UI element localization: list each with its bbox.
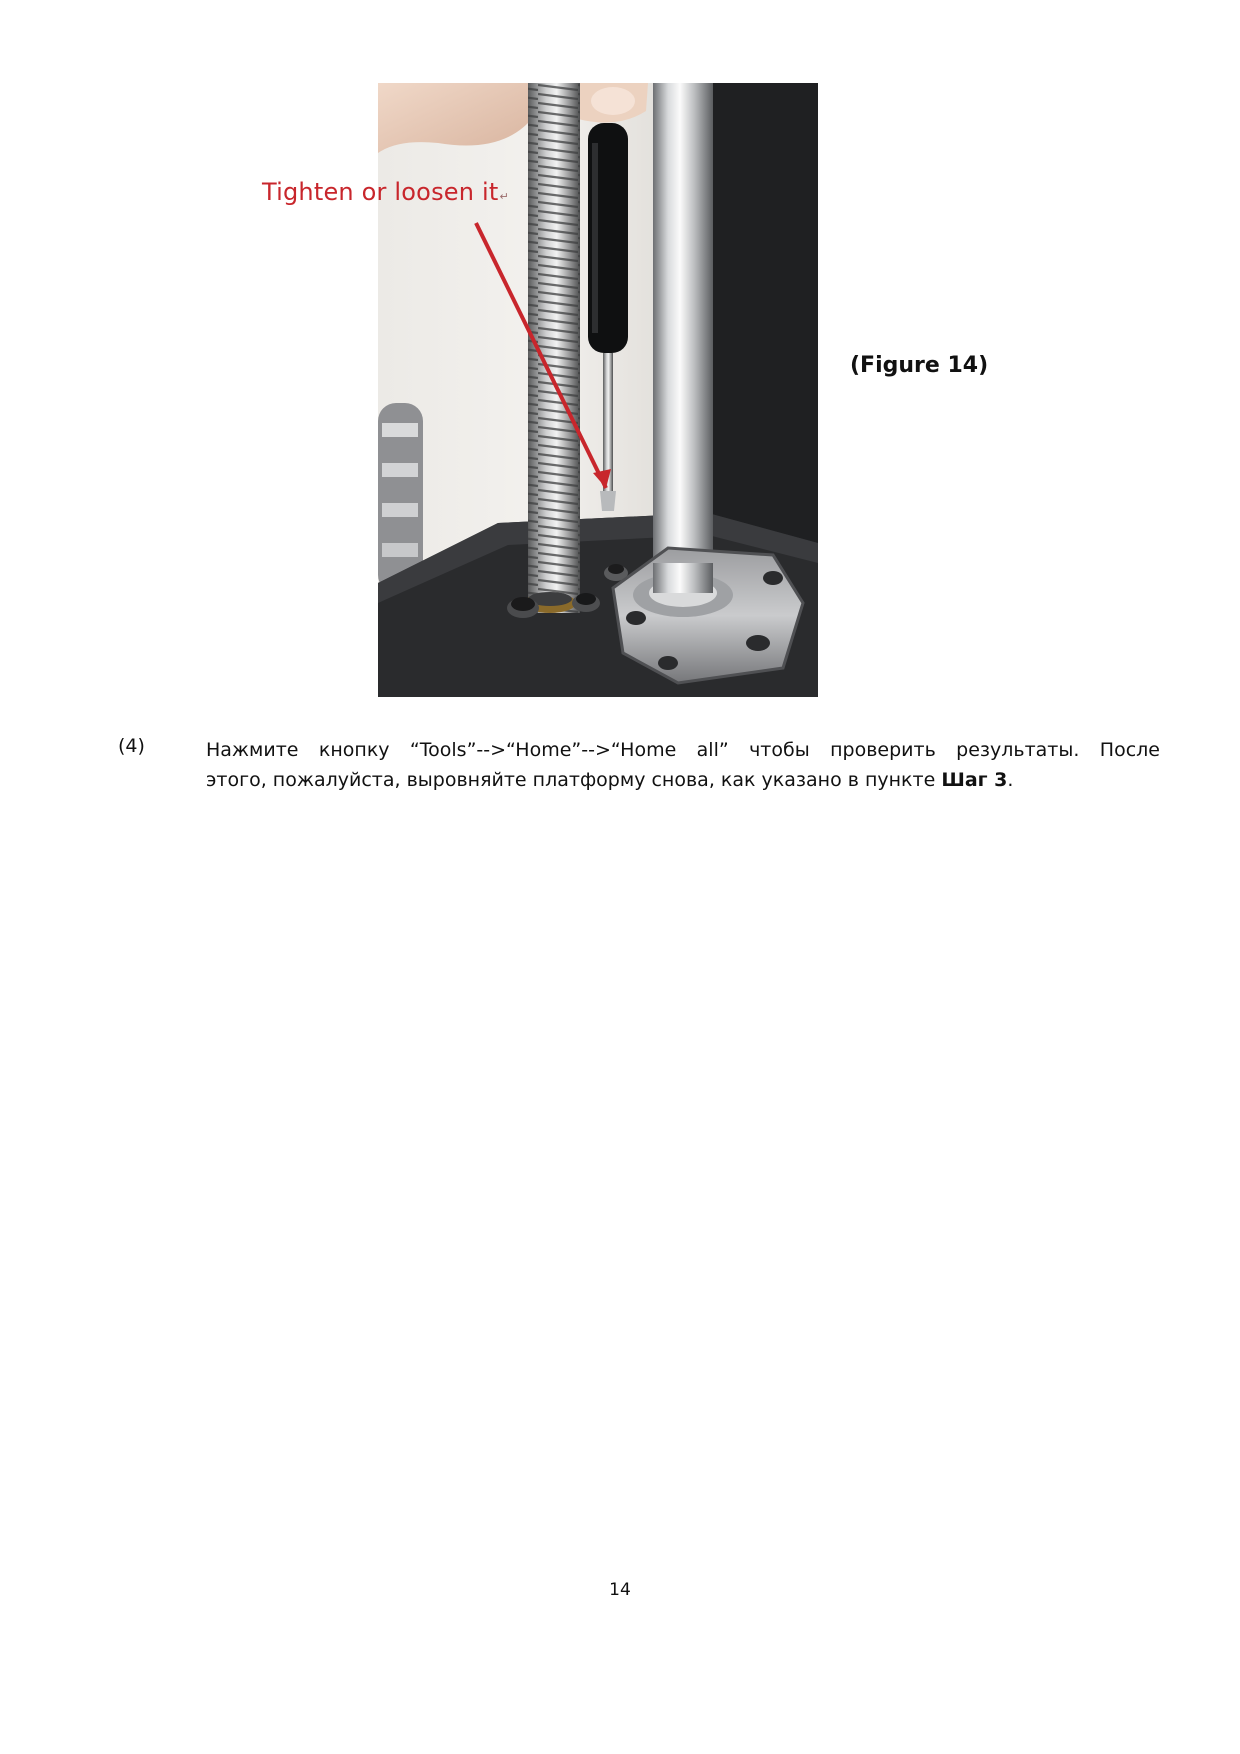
leadscrew-adjustment-illustration: [378, 83, 818, 697]
annotation-text: Tighten or loosen it: [262, 178, 499, 206]
figure-14-photo: [378, 83, 818, 697]
page-number: 14: [609, 1580, 631, 1600]
step-text-line-2-prefix: этого, пожалуйста, выровняйте платформу снова, как указано в пункте: [206, 769, 942, 791]
step-text-line-2-suffix: .: [1007, 769, 1014, 791]
paragraph-mark-icon: ↵: [499, 190, 509, 203]
photo-annotation-label: [262, 178, 509, 206]
step-text-line-2: [206, 765, 1160, 795]
step-paragraph: [206, 735, 1160, 795]
step-reference-bold: Шаг 3: [941, 769, 1008, 791]
figure-caption: (Figure 14): [850, 353, 989, 378]
step-number: (4): [118, 735, 145, 757]
step-text-line-1: Нажмите кнопку “Tools”-->“Home”-->“Home all” чтобы проверить результаты. После: [206, 739, 1160, 761]
